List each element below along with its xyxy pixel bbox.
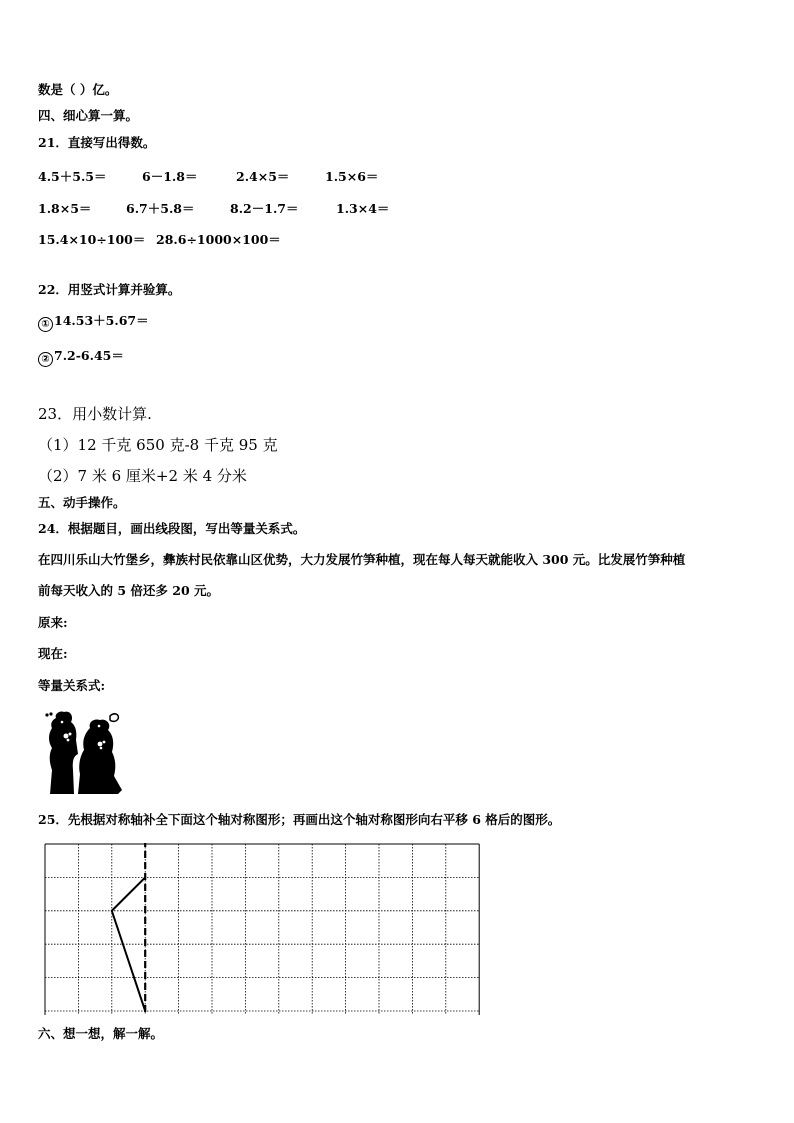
question-23: 23．用小数计算. <box>38 405 152 423</box>
label-yuanlai: 原来: <box>38 615 68 630</box>
calc-item: 4.5＋5.5＝ <box>38 169 107 184</box>
calc-item: 15.4×10÷100＝ <box>38 232 146 247</box>
question-23-part-1: （1）12 千克 650 克-8 千克 95 克 <box>38 436 278 454</box>
question-24-paragraph-1: 在四川乐山大竹堡乡，彝族村民依靠山区优势，大力发展竹笋种植，现在每人每天就能收入 300 元。比发展竹笋种植 <box>38 552 686 567</box>
question-23-part-2: （2）7 米 6 厘米+2 米 4 分米 <box>38 467 247 485</box>
circled-two-mark: ② <box>38 352 53 367</box>
line-shu: 数是（ ）亿。 <box>38 82 118 97</box>
calc-item: 1.3×4＝ <box>336 201 390 216</box>
question-25: 25．先根据对称轴补全下面这个轴对称图形；再画出这个轴对称图形向右平移 6 格后的图形。 <box>38 812 561 827</box>
calc-item: 1.5×6＝ <box>325 169 379 184</box>
circled-one-mark: ① <box>38 317 53 332</box>
section-4-title: 四、细心算一算。 <box>38 108 139 123</box>
people-silhouette-image <box>44 710 128 796</box>
question-24-paragraph-2: 前每天收入的 5 倍还多 20 元。 <box>38 583 220 598</box>
section-6-title: 六、想一想，解一解。 <box>38 1026 164 1041</box>
question-22-part-1 <box>38 313 149 332</box>
label-xianzai: 现在: <box>38 646 68 661</box>
question-22-expr-1: 14.53＋5.67＝ <box>54 313 149 328</box>
question-22-expr-2: 7.2-6.45＝ <box>54 348 124 363</box>
label-dengliang: 等量关系式: <box>38 678 106 693</box>
calc-item: 1.8×5＝ <box>38 201 92 216</box>
question-24: 24．根据题目，画出线段图，写出等量关系式。 <box>38 521 306 536</box>
calc-item: 2.4×5＝ <box>236 169 290 184</box>
calc-item: 28.6÷1000×100＝ <box>156 232 281 247</box>
question-22-part-2 <box>38 348 124 367</box>
question-21: 21．直接写出得数。 <box>38 135 156 150</box>
calc-item: 6－1.8＝ <box>142 169 198 184</box>
calc-item: 6.7＋5.8＝ <box>126 201 195 216</box>
section-5-title: 五、动手操作。 <box>38 495 126 510</box>
dotted-grid <box>44 843 480 1015</box>
half-shape <box>112 877 145 1011</box>
calc-item: 8.2－1.7＝ <box>230 201 299 216</box>
question-22: 22．用竖式计算并验算。 <box>38 282 181 297</box>
